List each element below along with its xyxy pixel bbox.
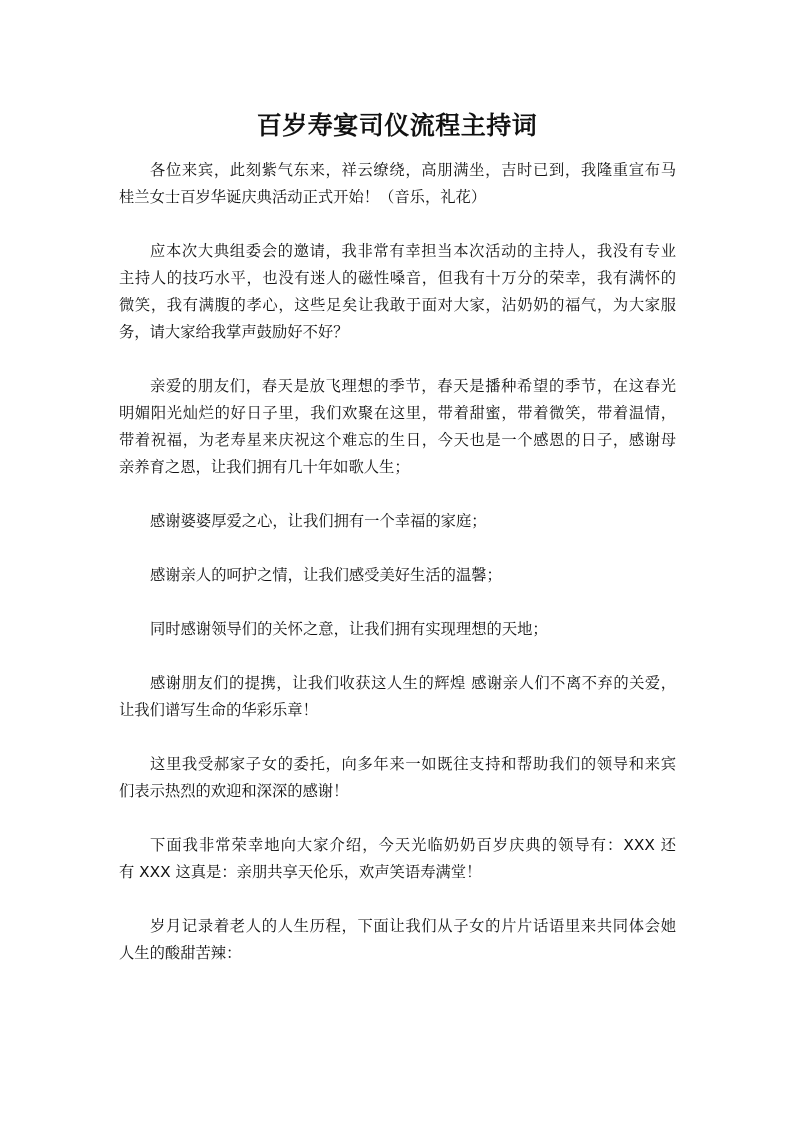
paragraph-line: 们表示热烈的欢迎和深深的感谢！ [119,782,349,800]
paragraph [119,832,676,886]
document-body [119,157,676,994]
paragraph-line: 人生的酸甜苦辣： [119,944,242,962]
paragraph [119,562,676,589]
paragraph-line: 岁月记录着老人的人生历程，下面让我们从子女的片片话语里来共同体会她 [150,917,676,935]
paragraph-line: 这里我受郝家子女的委托，向多年来一如既往支持和帮助我们的领导和来宾 [150,755,676,773]
paragraph [119,157,676,211]
paragraph-line: 带着祝福，为老寿星来庆祝这个难忘的生日，今天也是一个感恩的日子，感谢母 [119,431,676,449]
document-title: 百岁寿宴司仪流程主持词 [256,111,538,140]
paragraph-line: 同时感谢领导们的关怀之意，让我们拥有实现理想的天地； [150,620,548,638]
paragraph-line: 感谢婆婆厚爱之心，让我们拥有一个幸福的家庭； [150,512,487,530]
paragraph-line: 微笑，我有满腹的孝心，这些足矣让我敢于面对大家，沾奶奶的福气，为大家服 [119,296,676,314]
paragraph-line: 明媚阳光灿烂的好日子里，我们欢聚在这里，带着甜蜜，带着微笑，带着温情， [119,404,676,422]
paragraph-line: 有 XXX 这真是：亲朋共享天伦乐，欢声笑语寿满堂！ [119,863,482,881]
paragraph [119,616,676,643]
paragraph-line: 桂兰女士百岁华诞庆典活动正式开始！（音乐，礼花） [119,188,487,206]
paragraph [119,913,676,967]
paragraph-line: 感谢朋友们的提携，让我们收获这人生的辉煌 感谢亲人们不离不弃的关爱， [150,674,676,692]
paragraph-line: 下面我非常荣幸地向大家介绍，今天光临奶奶百岁庆典的领导有：XXX 还 [150,836,676,854]
paragraph-line: 应本次大典组委会的邀请，我非常有幸担当本次活动的主持人，我没有专业 [150,242,676,260]
paragraph-line: 感谢亲人的呵护之情，让我们感受美好生活的温馨； [150,566,502,584]
paragraph-line: 各位来宾，此刻紫气东来，祥云缭绕，高朋满坐，吉时已到，我隆重宣布马 [150,161,676,179]
paragraph [119,670,676,724]
paragraph-line: 主持人的技巧水平，也没有迷人的磁性嗓音，但我有十万分的荣幸，我有满怀的 [119,269,676,287]
paragraph [119,508,676,535]
paragraph-line: 务，请大家给我掌声鼓励好不好？ [119,323,349,341]
paragraph [119,373,676,481]
paragraph [119,238,676,346]
paragraph [119,751,676,805]
paragraph-line: 亲养育之恩，让我们拥有几十年如歌人生； [119,458,410,476]
paragraph-line: 亲爱的朋友们，春天是放飞理想的季节，春天是播种希望的季节，在这春光 [150,377,676,395]
paragraph-line: 让我们谱写生命的华彩乐章！ [119,701,318,719]
